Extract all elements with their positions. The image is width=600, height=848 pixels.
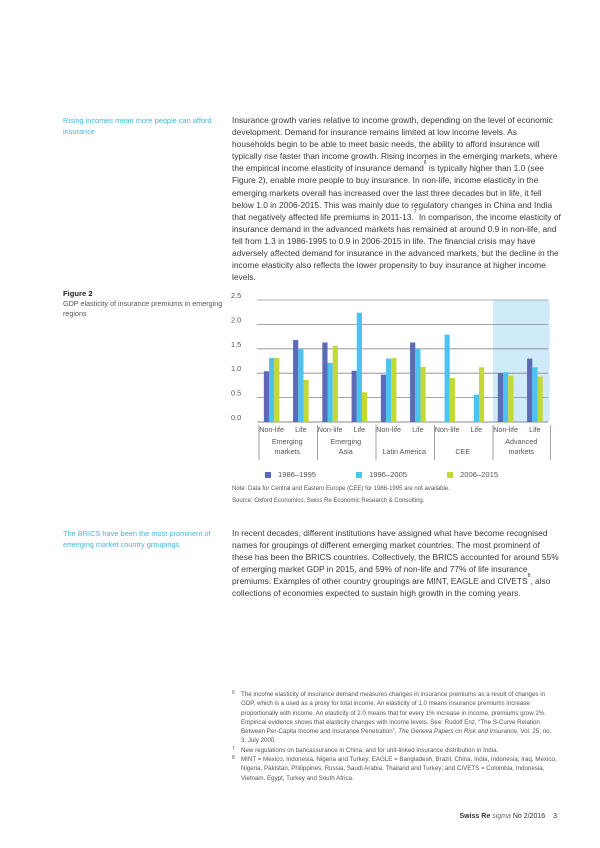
- footnote-6: 6 The income elasticity of insurance demand measures changes in insurance premiums as a result of changes in GDP, which is a used as a proxy for total income. An elasticity of 1.0 means insurance premiums increase proportionally with income. An elasticity of 2.0 means that for every 1% increase in income, premiums grow 2%. Empirical evidence shows that elasticity changes with income levels. See: Rudolf Enz, “The S-Curve Relation Between Per-Capita Income and Insurance Penetration”, The Geneva Papers on Risk and Insurance, Vol. 25, no. 3, July 2000.: [232, 690, 552, 745]
- svg-text:0.0: 0.0: [231, 413, 242, 422]
- svg-text:0.5: 0.5: [231, 388, 242, 398]
- bar: [527, 359, 532, 422]
- bar: [415, 349, 420, 422]
- svg-text:Non-life: Non-life: [434, 425, 460, 434]
- chart-canvas: [228, 290, 558, 470]
- svg-text:CEE: CEE: [455, 447, 471, 456]
- svg-text:Life: Life: [412, 425, 424, 434]
- bar: [293, 340, 298, 422]
- bar: [508, 376, 513, 422]
- svg-text:Non-life: Non-life: [259, 425, 285, 434]
- bar: [352, 371, 357, 422]
- bar: [498, 373, 503, 422]
- bar: [303, 380, 308, 422]
- issue-number: No 2/2016: [512, 813, 546, 820]
- bar: [503, 372, 508, 422]
- footnotes: [232, 690, 557, 783]
- paragraph-income-growth: Insurance growth varies relative to income growth, depending on the level of economic development. Demand for insurance remains limited at low income levels. As households begin to be able to meet basic needs, the ability to afford insurance will typically rise faster than income growth. Rising incomes in the emerging markets, where the empirical income elasticity of insurance demand$^6$ is typically higher than 1.0 (see Figure 2), enable more people to buy insurance. In non-life, income elasticity in the emerging markets overall has increased over the last three decades but in life, it fell below 1.0 in 2006-2015. This was mainly due to regulatory changes in China and India that negatively affected life premiums in 2011-13.$^7$ In comparison, the income elasticity of insurance demand in the advanced markets has remained at around 0.9 in non-life, and fell from 1.3 in 1986-1995 to 0.9 in 2006-2015 in life. The financial crisis may have adversely affected demand for insurance in the advanced markets, but the decline in the income elasticity also reflects the lower propensity to buy insurance at higher income levels.: [232, 115, 561, 283]
- page-footer: [459, 813, 557, 820]
- svg-text:markets: markets: [508, 447, 535, 456]
- legend-item-2006-2015: 2006–2015: [447, 470, 498, 479]
- figure-source: Source: Oxford Economics, Swiss Re Economic Research & Consulting.: [232, 498, 425, 504]
- bar: [537, 377, 542, 422]
- bar: [474, 395, 479, 422]
- bar: [274, 358, 279, 422]
- svg-text:Non-life: Non-life: [317, 425, 343, 434]
- sidenote-rising-incomes: Rising incomes mean more people can afford insurance: [63, 116, 212, 136]
- svg-text:Advanced: Advanced: [505, 437, 538, 446]
- bar: [264, 371, 269, 422]
- figure-caption: [63, 289, 223, 319]
- svg-text:1.5: 1.5: [231, 339, 242, 349]
- bar: [479, 367, 484, 422]
- svg-text:markets: markets: [274, 447, 301, 456]
- bar: [410, 342, 415, 422]
- page-number: 3: [553, 813, 557, 820]
- bar: [362, 392, 367, 422]
- bar: [445, 335, 450, 422]
- bar: [386, 359, 391, 422]
- bar: [333, 346, 338, 422]
- bar: [357, 313, 362, 422]
- bar: [269, 358, 274, 422]
- svg-text:Life: Life: [529, 425, 541, 434]
- bar-chart: [228, 290, 558, 480]
- brand-name: Swiss Re: [459, 813, 491, 820]
- figure-label: Figure 2: [63, 289, 93, 298]
- bar: [450, 378, 455, 422]
- legend-swatch-icon: [356, 472, 362, 478]
- svg-text:2.5: 2.5: [231, 291, 242, 300]
- footnote-ref-8[interactable]: 8: [527, 573, 531, 580]
- footnote-7: 7 New regulations on bancassurance in China, and for unit-linked insurance distribution in India.: [232, 745, 499, 754]
- footnote-ref-6[interactable]: 6: [423, 160, 427, 167]
- bar: [381, 375, 386, 422]
- svg-text:Asia: Asia: [338, 447, 353, 456]
- bar: [328, 363, 333, 422]
- paragraph-brics: In recent decades, different institutions have assigned what have become recognised names for groupings of different emerging market countries. The most prominent of these has been the BRICS countries. Collectively, the BRICS accounted for around 55% of emerging market GDP in 2015, and 59% of non-life and 77% of life insurance premiums. Examples of other country groupings are MINT, EAGLE and CIVETS$^8$, also collections of economies expected to sustain high growth in the coming years.: [232, 528, 559, 599]
- figure-title: GDP elasticity of insurance premiums in emerging regions: [63, 299, 223, 318]
- legend-item-1996-2005: 1996–2005: [356, 470, 407, 479]
- footnote-8: 8 MINT = Mexico, Indonesia, Nigeria and Turkey; EAGLE = Bangladesh, Brazil, China, India, Indonesia, Iraq, Mexico, Nigeria, Pakistan, Philippines, Russia, Saudi Arabia, Thailand and Turkey; and CIVETS = Colombia, Indonesia, Vietnam, Egypt, Turkey and South Africa.: [232, 755, 557, 782]
- svg-text:Non-life: Non-life: [376, 425, 402, 434]
- bar: [391, 358, 396, 422]
- svg-text:Non-life: Non-life: [493, 425, 519, 434]
- legend-swatch-icon: [265, 472, 271, 478]
- publication-name: sigma: [492, 813, 511, 820]
- sidenote-brics: The BRICS have been the most prominent of emerging market country groupings: [63, 529, 211, 549]
- legend-item-1986-1995: 1986–1995: [265, 470, 316, 479]
- svg-text:1.0: 1.0: [231, 364, 242, 374]
- svg-text:Life: Life: [295, 425, 307, 434]
- footnote-ref-7[interactable]: 7: [413, 208, 417, 215]
- bar: [322, 342, 327, 422]
- figure-note: Note: Data for Central and Eastern Europe (CEE) for 1986-1995 are not available.: [232, 486, 450, 492]
- chart-legend: [265, 470, 498, 479]
- svg-text:2.0: 2.0: [231, 315, 242, 325]
- bar: [532, 367, 537, 422]
- svg-text:Life: Life: [470, 425, 483, 434]
- legend-swatch-icon: [447, 472, 453, 478]
- svg-text:Latin America: Latin America: [382, 447, 427, 456]
- bar: [420, 367, 425, 422]
- bar: [298, 349, 303, 422]
- svg-text:Emerging: Emerging: [330, 437, 362, 446]
- svg-text:Emerging: Emerging: [271, 437, 303, 446]
- svg-text:Life: Life: [353, 425, 366, 434]
